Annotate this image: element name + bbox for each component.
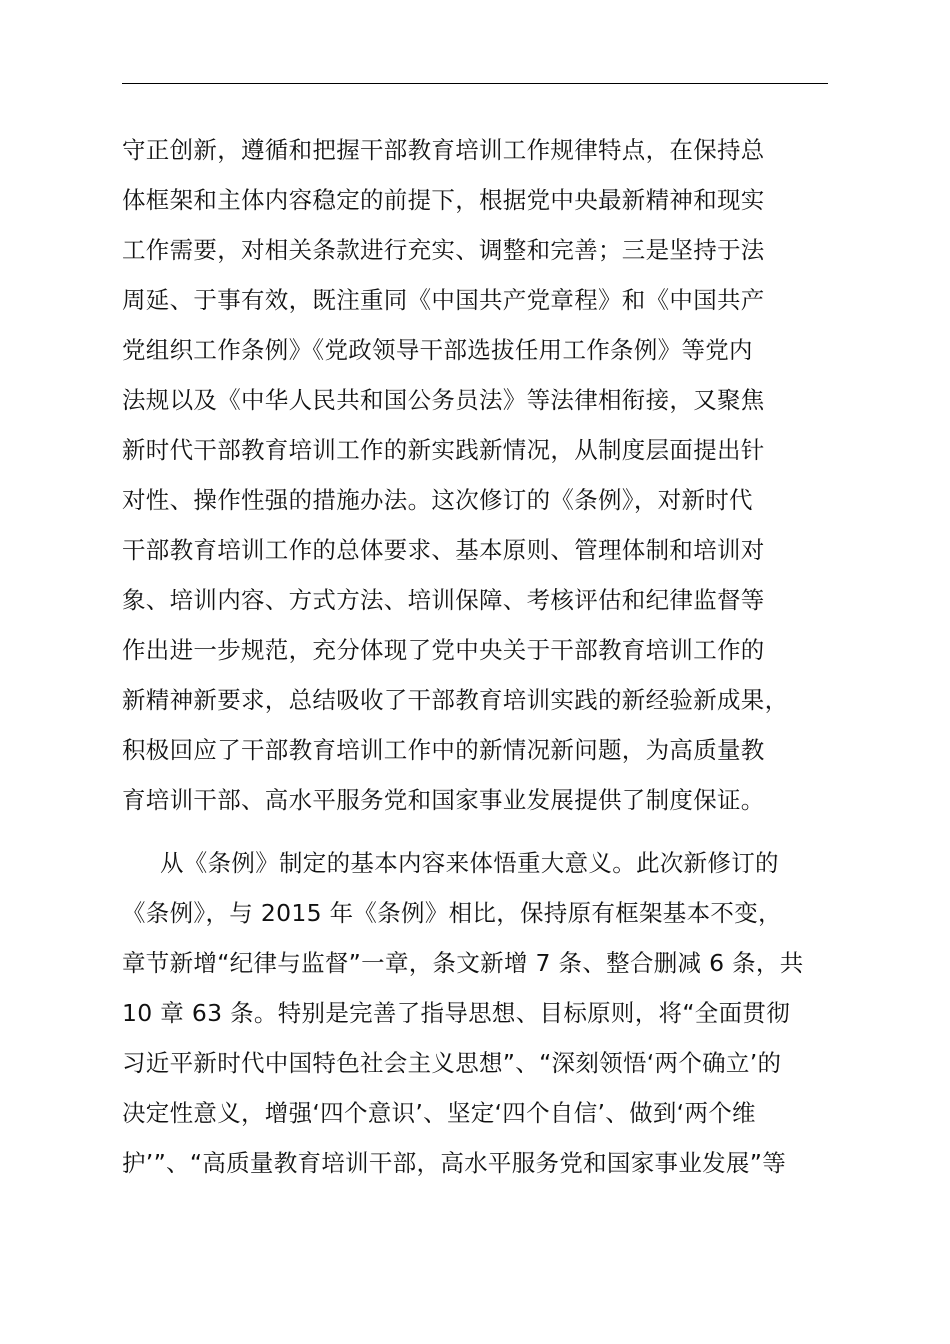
text-line: 党组织工作条例》《党政领导干部选拔任用工作条例》等党内 — [122, 336, 753, 364]
text-line: 积极回应了干部教育培训工作中的新情况新问题，为高质量教 — [122, 736, 765, 764]
text-line: 《条例》，与 2015 年《条例》相比，保持原有框架基本不变， — [122, 899, 782, 927]
text-line: 习近平新时代中国特色社会主义思想”、“深刻领悟‘两个确立’的 — [122, 1049, 782, 1077]
text-line: 干部教育培训工作的总体要求、基本原则、管理体制和培训对 — [122, 536, 765, 564]
text-line: 作出进一步规范，充分体现了党中央关于干部教育培训工作的 — [122, 636, 765, 664]
text-line: 体框架和主体内容稳定的前提下，根据党中央最新精神和现实 — [122, 186, 765, 214]
text-line: 周延、于事有效，既注重同《中国共产党章程》和《中国共产 — [122, 286, 765, 314]
text-line: 从《条例》制定的基本内容来体悟重大意义。此次新修订的 — [160, 849, 779, 877]
text-line: 新精神新要求，总结吸收了干部教育培训实践的新经验新成果， — [122, 686, 789, 714]
text-line: 法规以及《中华人民共和国公务员法》等法律相衔接，又聚焦 — [122, 386, 765, 414]
header-rule — [122, 83, 828, 84]
text-line: 新时代干部教育培训工作的新实践新情况，从制度层面提出针 — [122, 436, 765, 464]
text-line: 护’”、“高质量教育培训干部，高水平服务党和国家事业发展”等 — [122, 1149, 786, 1177]
text-line: 象、培训内容、方式方法、培训保障、考核评估和纪律监督等 — [122, 586, 765, 614]
text-line: 守正创新，遵循和把握干部教育培训工作规律特点，在保持总 — [122, 136, 765, 164]
text-line: 决定性意义，增强‘四个意识’、坚定‘四个自信’、做到‘两个维 — [122, 1099, 756, 1127]
text-line: 章节新增“纪律与监督”一章，条文新增 7 条、整合删减 6 条，共 — [122, 949, 804, 977]
text-line: 10 章 63 条。特别是完善了指导思想、目标原则，将“全面贯彻 — [122, 999, 790, 1027]
text-line: 育培训干部、高水平服务党和国家事业发展提供了制度保证。 — [122, 786, 765, 814]
text-line: 对性、操作性强的措施办法。这次修订的《条例》，对新时代 — [122, 486, 753, 514]
text-line: 工作需要，对相关条款进行充实、调整和完善；三是坚持于法 — [122, 236, 765, 264]
